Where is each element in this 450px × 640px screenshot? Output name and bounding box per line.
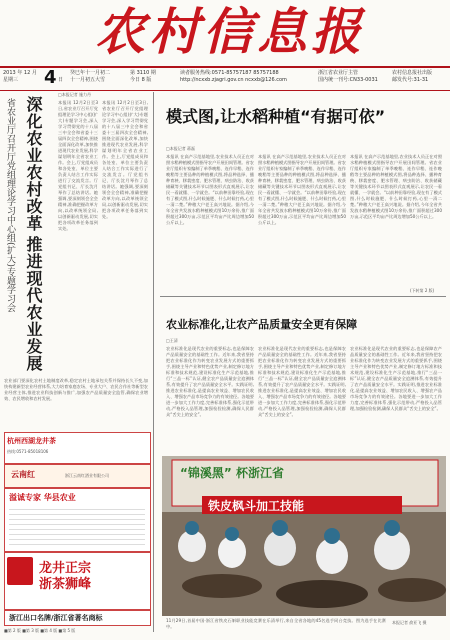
main-article-col1: 本报讯 在高产示范基地里,农业技术人员正在对照水稻种植模式图指导农户开展田间管理。省农业厅组织专家编制了单季晚稻、连作早稻、连作晚稻等主要品种的种植模式图,将品种选择、播种育秧、移栽密度、肥水管理、病虫防治、收获储藏等关键技术环节以图表形式直观展示,让农民一看就懂、一学就会。“以前种田靠经验,现在有了模式图,什么时候施肥、什么时候打药,心里一清二楚。”种粮大户老王高兴地说。据介绍,今年全省共发放水稻种植模式图10万余份,推广面积超过300万亩,示范区平均亩产比周边增加50公斤以上。 <box>166 154 254 225</box>
ad-longjing[interactable] <box>4 552 151 610</box>
ad-export-line1: 浙江出口名牌/浙江省著名商标 <box>9 614 103 622</box>
main-article-title: 模式图,让水稻种植“有据可依” <box>166 107 386 126</box>
second-article-col3: 农业标准化是现代农业的重要标志,也是保障农产品质量安全的基础性工作。近年来,我省坚持把农业标准化作为转变农业发展方式的重要抓手,围绕主导产业和特色优势产业,制定修订地方标准和技术规范,建设标准化生产示范基地,推行“三品一标”认证,健全农产品质量安全追溯体系,有效提升了农产品质量安全水平。实践证明,推进农业标准化,是提高农业效益、增加农民收入、增强农产品市场竞争力的有效途径。各地要进一步加大工作力度,完善标准体系,强化示范带动,严格投入品管理,加强检验检测,确保人民群众“舌尖上的安全”。 <box>350 346 442 411</box>
info-bar <box>0 66 450 91</box>
issue-line2: 今日 8 版 <box>130 77 152 83</box>
continue-note: (下转第 2 版) <box>410 288 435 293</box>
ad-wine-line2: 浙江云南红酒业有限公司 <box>65 473 109 478</box>
second-article-byline: □王清 <box>166 338 178 343</box>
left-article-byline: □本报记者 施力丹 <box>58 92 92 97</box>
date-year-month: 2013 年 12 月 <box>3 70 37 76</box>
left-article-body-col2: 本报讯 12月2日至3日,省农业厅召开厅党组理论学习中心组(扩大)专题学习会,深入学习贯彻党的十八届三中全会和省委十三届四次全会精神,围绕全面深化改革,加快推进现代农业发展,科学谋划明年全省农业工作。会上,厅党组成员和各处室、单位主要负责人结合工作实际进行了交流发言。厅党组书记、厅长沈月琴作了总结讲话。她强调,要深刻领会全会精神,准确把握改革方向,以改革统领全局,以创新驱动发展,切实把各项改革任务落到实处。 <box>102 100 148 219</box>
publisher-line1: 浙江省农业厅主管 <box>318 70 359 76</box>
issue-line1: 第 3110 期 <box>130 70 156 76</box>
news-photo <box>162 456 446 616</box>
left-article-title-2: 推进现代农业发展 <box>24 236 43 372</box>
hotline-line2: http://ncxxb.zjagri.gov.cn ncxxb@126.com <box>180 77 287 83</box>
main-article-col3: 本报讯 在高产示范基地里,农业技术人员正在对照水稻种植模式图指导农户开展田间管理。省农业厅组织专家编制了单季晚稻、连作早稻、连作晚稻等主要品种的种植模式图,将品种选择、播种育秧、移栽密度、肥水管理、病虫防治、收获储藏等关键技术环节以图表形式直观展示,让农民一看就懂、一学就会。“以前种田靠经验,现在有了模式图,什么时候施肥、什么时候打药,心里一清二楚。”种粮大户老王高兴地说。据介绍,今年全省共发放水稻种植模式图10万余份,推广面积超过300万亩,示范区平均亩产比周边增加50公斤以上。 <box>350 154 442 219</box>
photo-banner-text2: 铁皮枫斗加工技能 <box>208 499 305 513</box>
ad-yicheng[interactable] <box>4 488 151 552</box>
photo-credit: 本报记者 俞亚飞 摄 <box>392 620 427 625</box>
photo-caption: 11月29日,首届中国·浙江省铁皮石斛职业技能竞赛在乐清举行,来自全省各地的45名选手同台竞技。图为选手在比赛中。 <box>166 618 386 629</box>
brand-line1: 农村信息报社出版 <box>392 70 433 76</box>
ad-export-brand[interactable] <box>4 610 151 626</box>
day-unit: 日 <box>58 77 64 83</box>
newspaper-title: 农村信息报 <box>95 2 365 61</box>
ad-yicheng-text-lines <box>9 505 145 545</box>
main-article-byline: □本报记者 蒋磊 <box>166 146 196 151</box>
second-article-col1: 农业标准化是现代农业的重要标志,也是保障农产品质量安全的基础性工作。近年来,我省坚持把农业标准化作为转变农业发展方式的重要抓手,围绕主导产业和特色优势产业,制定修订地方标准和技术规范,建设标准化生产示范基地,推行“三品一标”认证,健全农产品质量安全追溯体系,有效提升了农产品质量安全水平。实践证明,推进农业标准化,是提高农业效益、增加农民收入、增强农产品市场竞争力的有效途径。各地要进一步加大工作力度,完善标准体系,强化示范带动,严格投入品管理,加强检验检测,确保人民群众“舌尖上的安全”。 <box>166 346 254 417</box>
hotline-line1: 读者服务热线:0571-85757187 85757188 <box>180 70 279 76</box>
ad-tea-line1: 杭州西湖龙井茶 <box>7 437 56 445</box>
left-bottom-body: 农业部门要深化农村土地制度改革,稳定农村土地承包关系并保持长久不变,加快构建新型农业经营体系,大力培育家庭农场、专业大户、农民合作社等新型农业经营主体,推进农业科技创新与推广,加强农产品质量安全监管,确保农业增效、农民增收和农村发展。 <box>4 378 148 401</box>
publisher-line2: 国内统一刊号:CN33-0031 <box>318 77 378 83</box>
second-article-col2: 农业标准化是现代农业的重要标志,也是保障农产品质量安全的基础性工作。近年来,我省坚持把农业标准化作为转变农业发展方式的重要抓手,围绕主导产业和特色优势产业,制定修订地方标准和技术规范,建设标准化生产示范基地,推行“三品一标”认证,健全农产品质量安全追溯体系,有效提升了农产品质量安全水平。实践证明,推进农业标准化,是提高农业效益、增加农民收入、增强农产品市场竞争力的有效途径。各地要进一步加大工作力度,完善标准体系,强化示范带动,严格投入品管理,加强检验检测,确保人民群众“舌尖上的安全”。 <box>258 346 346 417</box>
photo-banner-text: “锦溪黑” 杯浙江省 <box>180 466 284 480</box>
masthead <box>0 0 450 66</box>
ad-tea[interactable] <box>4 432 151 464</box>
ad-longjing-line2: 浙茶狮峰 <box>39 577 92 592</box>
lunar-line1: 癸巳年十一月初二 <box>70 70 111 76</box>
main-article-col2: 本报讯 在高产示范基地里,农业技术人员正在对照水稻种植模式图指导农户开展田间管理。省农业厅组织专家编制了单季晚稻、连作早稻、连作晚稻等主要品种的种植模式图,将品种选择、播种育秧、移栽密度、肥水管理、病虫防治、收获储藏等关键技术环节以图表形式直观展示,让农民一看就懂、一学就会。“以前种田靠经验,现在有了模式图,什么时候施肥、什么时候打药,心里一清二楚。”种粮大户老王高兴地说。据介绍,今年全省共发放水稻种植模式图10万余份,推广面积超过300万亩,示范区平均亩产比周边增加50公斤以上。 <box>258 154 346 225</box>
lunar-line2: 十一月初五大雪 <box>70 77 106 83</box>
second-article-title: 农业标准化,让农产品质量安全更有保障 <box>166 318 358 331</box>
left-article-title-1: 深化农业农村改革 <box>24 96 43 232</box>
ad-longjing-line1: 龙井正宗 <box>39 561 92 576</box>
left-article-subtitle: 省农业厅召开厅党组理论学习中心组(扩大)专题学习会 <box>5 98 15 313</box>
ad-tea-line2: 热线:0571-85018106 <box>7 449 49 454</box>
column-divider <box>153 92 154 632</box>
footer-links: ■第 2 版 ■第 3 版 ■第 4 版 ■第 5 版 <box>4 628 76 633</box>
brand-line2: 邮发代号:31-31 <box>392 77 429 83</box>
weekday: 星期三 <box>3 77 19 83</box>
ad-wine[interactable] <box>4 464 151 488</box>
day-number: 4 <box>44 67 57 88</box>
section-divider <box>160 296 446 297</box>
ad-wine-line1: 云南红 <box>11 469 35 479</box>
left-article-body-col1: 本报讯 12月2日至3日,省农业厅召开厅党组理论学习中心组(扩大)专题学习会,深入学习贯彻党的十八届三中全会和省委十三届四次全会精神,围绕全面深化改革,加快推进现代农业发展,科学谋划明年全省农业工作。会上,厅党组成员和各处室、单位主要负责人结合工作实际进行了交流发言。厅党组书记、厅长沈月琴作了总结讲话。她强调,要深刻领会全会精神,准确把握改革方向,以改革统领全局,以创新驱动发展,切实把各项改革任务落到实处。 <box>58 100 98 231</box>
ad-longjing-logo <box>7 557 33 585</box>
ad-yicheng-line1: 溢诚专家 华县农业 <box>9 493 76 502</box>
